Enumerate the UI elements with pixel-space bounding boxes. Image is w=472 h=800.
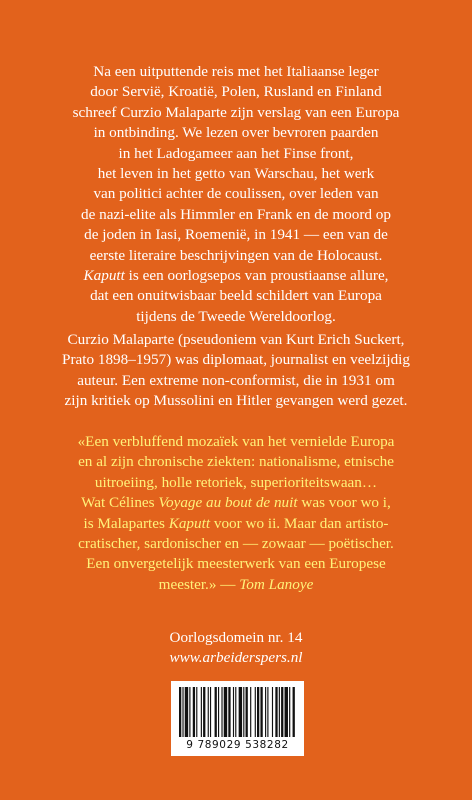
quote-line bbox=[44, 514, 428, 534]
quote-line-text: is Malapartes bbox=[83, 514, 169, 532]
blurb-line: schreef Curzio Malaparte zijn verslag van een Europa bbox=[72, 103, 400, 121]
barcode-bar bbox=[255, 687, 256, 737]
bio-line: auteur. Een extreme non-conformist, die in 1931 om bbox=[77, 371, 395, 389]
barcode-bar bbox=[203, 687, 205, 737]
book-title-kaputt: Kaputt bbox=[83, 267, 125, 285]
isbn-barcode bbox=[171, 681, 304, 756]
barcode-bar bbox=[272, 687, 273, 737]
bio-line: zijn kritiek op Mussolini en Hitler gevangen werd gezet. bbox=[64, 392, 408, 410]
barcode-bar bbox=[179, 687, 181, 737]
barcode-bar bbox=[243, 687, 244, 737]
blurb-line: tijdens de Tweede Wereldoorlog. bbox=[136, 307, 336, 325]
quote-line: en al zijn chronische ziekten: nationalisme, etnische bbox=[78, 453, 394, 471]
publisher-website[interactable]: www.arbeiderspers.nl bbox=[169, 649, 303, 666]
author-bio-paragraph bbox=[44, 330, 428, 412]
barcode-bar bbox=[208, 687, 209, 737]
blurb-line: door Servië, Kroatië, Polen, Rusland en Finland bbox=[90, 83, 382, 101]
barcode-bar bbox=[257, 687, 259, 737]
blurb-paragraph bbox=[50, 62, 422, 327]
blurb-line: in ontbinding. We lezen over bevroren paarden bbox=[93, 124, 379, 142]
barcode-bar bbox=[246, 687, 248, 737]
quote-line: uitroeiing, holle retoriek, superioriteitswaan… bbox=[94, 473, 378, 491]
barcode-bar bbox=[289, 687, 290, 737]
quote-line bbox=[44, 493, 428, 513]
series-label: Oorlogsdomein nr. 14 bbox=[169, 629, 303, 646]
book-title-kaputt: Kaputt bbox=[168, 514, 211, 532]
quote-line-text: Wat Célines bbox=[81, 494, 159, 512]
quote-line: cratischer, sardonischer en — zowaar — poëtischer. bbox=[78, 535, 394, 553]
barcode-bar bbox=[218, 687, 219, 737]
barcode-bar bbox=[275, 687, 277, 737]
barcode-bar bbox=[185, 687, 188, 737]
quote-line-text: was voor wo i, bbox=[297, 494, 391, 512]
barcode-bar bbox=[182, 687, 183, 737]
barcode-bar bbox=[239, 687, 242, 737]
bio-line: Curzio Malaparte (pseudoniem van Kurt Erich Suckert, bbox=[67, 331, 405, 348]
barcode-bar bbox=[196, 687, 197, 737]
bio-line: Prato 1898–1957) was diplomaat, journalist en veelzijdig bbox=[62, 351, 410, 369]
blurb-line-text: is een oorlogsepos van proustiaanse allure, bbox=[124, 267, 389, 285]
blurb-line: het leven in het getto van Warschau, het werk bbox=[97, 165, 375, 183]
blurb-line: in het Ladogameer aan het Finse front, bbox=[118, 144, 354, 162]
barcode-bars-graphic bbox=[179, 687, 296, 737]
barcode-bar bbox=[210, 687, 211, 737]
blurb-line bbox=[50, 266, 422, 286]
quote-line-text: voor wo ii. Maar dan artisto- bbox=[210, 514, 389, 532]
barcode-bar bbox=[265, 687, 266, 737]
blurb-line: Na een uitputtende reis met het Italiaanse leger bbox=[93, 63, 379, 80]
blurb-line: dat een onuitwisbaar beeld schildert van Europa bbox=[90, 287, 382, 305]
quote-line bbox=[44, 575, 428, 595]
blurb-line: van politici achter de coulissen, over leden van bbox=[93, 185, 379, 203]
quote-line-text: meester.» — bbox=[158, 575, 240, 593]
barcode-bar bbox=[189, 687, 190, 737]
quote-line: Een onvergetelijk meesterwerk van een Europese bbox=[86, 555, 386, 573]
barcode-bar bbox=[233, 687, 234, 737]
barcode-bar bbox=[285, 687, 288, 737]
isbn-digits: 9 789029 538282 bbox=[186, 739, 289, 751]
blurb-line: de joden in Iasi, Roemenië, in 1941 — een van de bbox=[84, 226, 388, 244]
book-title-voyage: Voyage au bout de nuit bbox=[158, 494, 298, 512]
blurb-line: eerste literaire beschrijvingen van de Holocaust. bbox=[89, 246, 383, 264]
barcode-bar bbox=[293, 687, 295, 737]
barcode-bar bbox=[281, 687, 283, 737]
quote-author: Tom Lanoye bbox=[239, 575, 314, 593]
barcode-bar bbox=[221, 687, 222, 737]
review-quote bbox=[44, 432, 428, 595]
barcode-bar bbox=[279, 687, 280, 737]
barcode-bar bbox=[215, 687, 217, 737]
barcode-bar bbox=[267, 687, 268, 737]
blurb-line: de nazi-elite als Himmler en Frank en de moord op bbox=[81, 205, 391, 223]
quote-line: «Een verbluffend mozaïek van het vernielde Europa bbox=[77, 433, 395, 450]
barcode-bar bbox=[235, 687, 236, 737]
barcode-bar bbox=[260, 687, 262, 737]
barcode-bar bbox=[193, 687, 195, 737]
barcode-bar bbox=[228, 687, 230, 737]
barcode-bar bbox=[201, 687, 202, 737]
barcode-bar bbox=[224, 687, 227, 737]
barcode-bar bbox=[250, 687, 251, 737]
